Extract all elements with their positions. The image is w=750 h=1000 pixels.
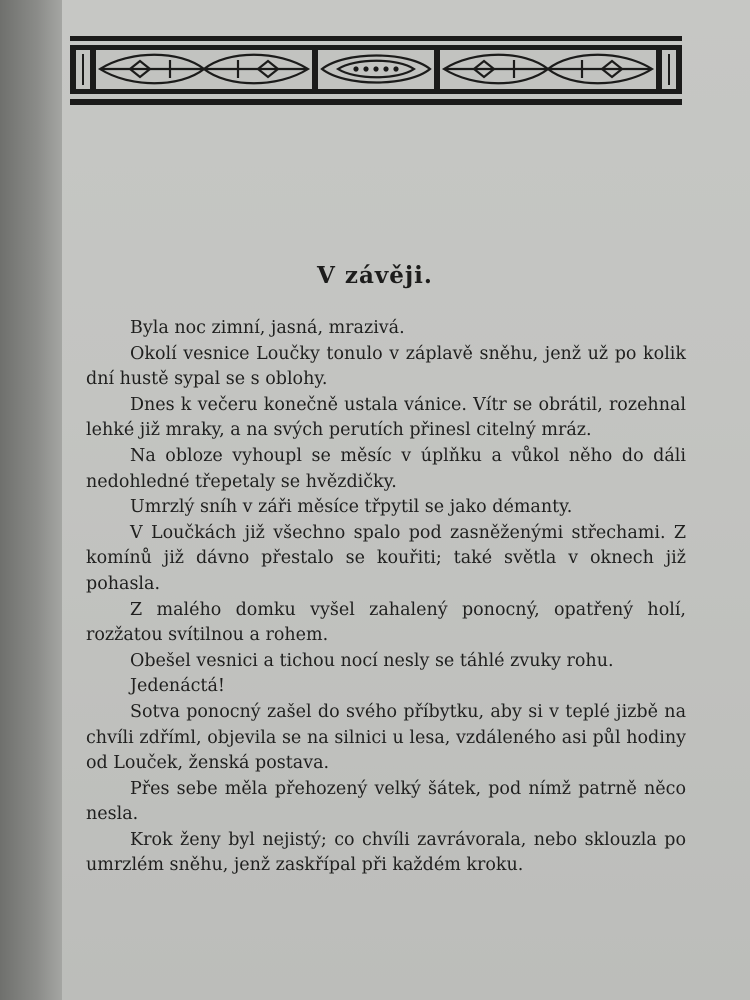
paragraph: Dnes k večeru konečně ustala vánice. Vítr se obrátil, rozehnal lehké již mraky, a na svých perutích přinesl citelný mráz. <box>86 394 686 441</box>
ornament-icon <box>70 36 682 108</box>
paragraph: Na obloze vyhoupl se měsíc v úplňku a vůkol něho do dáli nedohledné třepetaly se hvězdičky. <box>86 445 686 492</box>
paragraph: Jedenáctá! <box>130 676 225 697</box>
paragraph: Sotva ponocný zašel do svého příbytku, aby si v teplé jizbě na chvíli zdříml, objevila se na silnici u lesa, vzdáleného asi půl hodiny od Louček, ženská postava. <box>86 701 686 774</box>
paragraph: Obešel vesnici a tichou nocí nesly se táhlé zvuky rohu. <box>130 650 614 671</box>
paragraph: V Loučkách již všechno spalo pod zasněženými střechami. Z komínů již dávno přestalo se kouřiti; také světla v oknech již pohasla. <box>86 522 686 594</box>
book-spine-shadow <box>0 0 66 1000</box>
ornamental-header-border <box>70 36 682 108</box>
chapter-title: V závěji. <box>317 262 433 289</box>
paragraph: Byla noc zimní, jasná, mrazivá. <box>130 318 405 338</box>
paragraph: Okolí vesnice Loučky tonulo v záplavě sněhu, jenž už po kolik dní hustě sypal se s oblohy. <box>86 343 686 390</box>
chapter-body <box>86 316 686 879</box>
paragraph: Krok ženy byl nejistý; co chvíli zavrávorala, nebo sklouzla po umrzlém sněhu, jenž zaskřípal při každém kroku. <box>86 829 686 876</box>
paragraph: Umrzlý sníh v záři měsíce třpytil se jako démanty. <box>130 497 573 518</box>
paragraph: Z malého domku vyšel zahalený ponocný, opatřený holí, rozžatou svítilnou a rohem. <box>86 599 686 646</box>
paragraph: Přes sebe měla přehozený velký šátek, pod nímž patrně něco nesla. <box>86 778 686 825</box>
